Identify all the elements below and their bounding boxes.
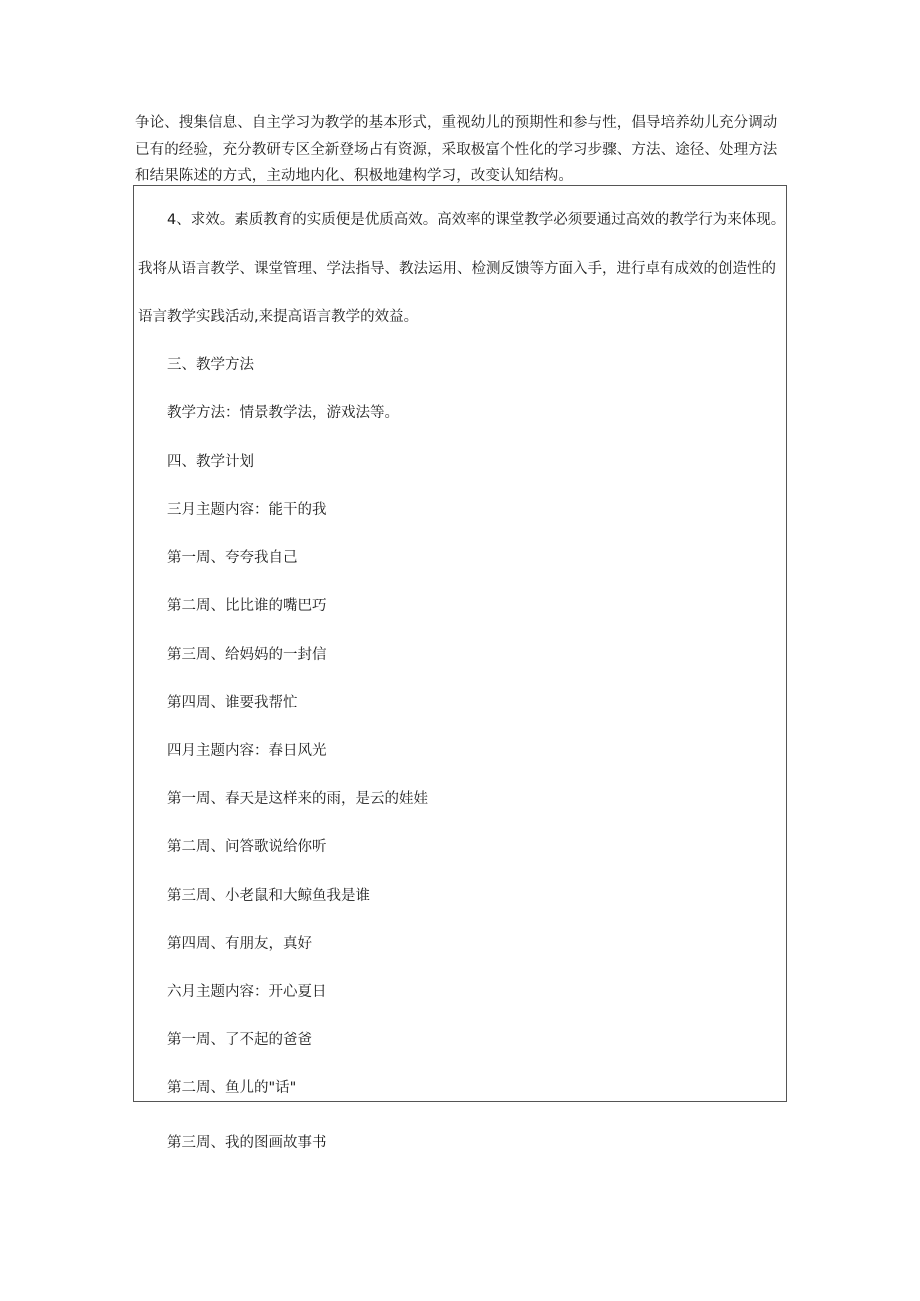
june-theme: 六月主题内容：开心夏日 [167,984,327,1000]
section4-line-1: 4、求效。素质教育的实质便是优质高效。高效率的课堂教学必须要通过高效的教学行为来体现。 [167,212,786,228]
april-week-3: 第三周、小老鼠和大鲸鱼我是谁 [167,888,370,904]
section4-line-3: 语言教学实践活动,来提高语言教学的效益。 [138,309,419,325]
march-theme: 三月主题内容：能干的我 [167,502,327,518]
intro-paragraph [135,110,787,190]
method-heading: 三、教学方法 [167,357,254,373]
march-week-4: 第四周、谁要我帮忙 [167,695,298,711]
plan-heading: 四、教学计划 [167,454,254,470]
june-week-1: 第一周、了不起的爸爸 [167,1032,312,1048]
march-week-2: 第二周、比比谁的嘴巴巧 [167,598,327,614]
content-table-cell [133,185,787,1102]
intro-line-2: 已有的经验，充分教研专区全新登场占有资源，采取极富个性化的学习步骤、方法、途径、处理方法 [135,141,778,158]
march-week-1: 第一周、夸夸我自己 [167,550,298,566]
march-week-3: 第三周、给妈妈的一封信 [167,647,327,663]
june-week-3: 第三周、我的图画故事书 [167,1135,327,1151]
april-theme: 四月主题内容：春日风光 [167,743,327,759]
method-text: 教学方法：情景教学法，游戏法等。 [167,405,399,421]
intro-line-1: 争论、搜集信息、自主学习为教学的基本形式，重视幼儿的预期性和参与性，倡导培养幼儿充分调动 [135,115,778,131]
april-week-2: 第二周、问答歌说给你听 [167,839,327,855]
april-week-4: 第四周、有朋友，真好 [167,936,312,952]
april-week-1: 第一周、春天是这样来的雨，是云的娃娃 [167,791,428,807]
june-week-2: 第二周、鱼儿的"话" [167,1080,297,1096]
section4-line-2: 我将从语言教学、课堂管理、学法指导、教法运用、检测反馈等方面入手，进行卓有成效的创造性的 [138,261,776,277]
intro-line-3: 和结果陈述的方式，主动地内化、积极地建构学习，改变认知结构。 [135,168,573,184]
